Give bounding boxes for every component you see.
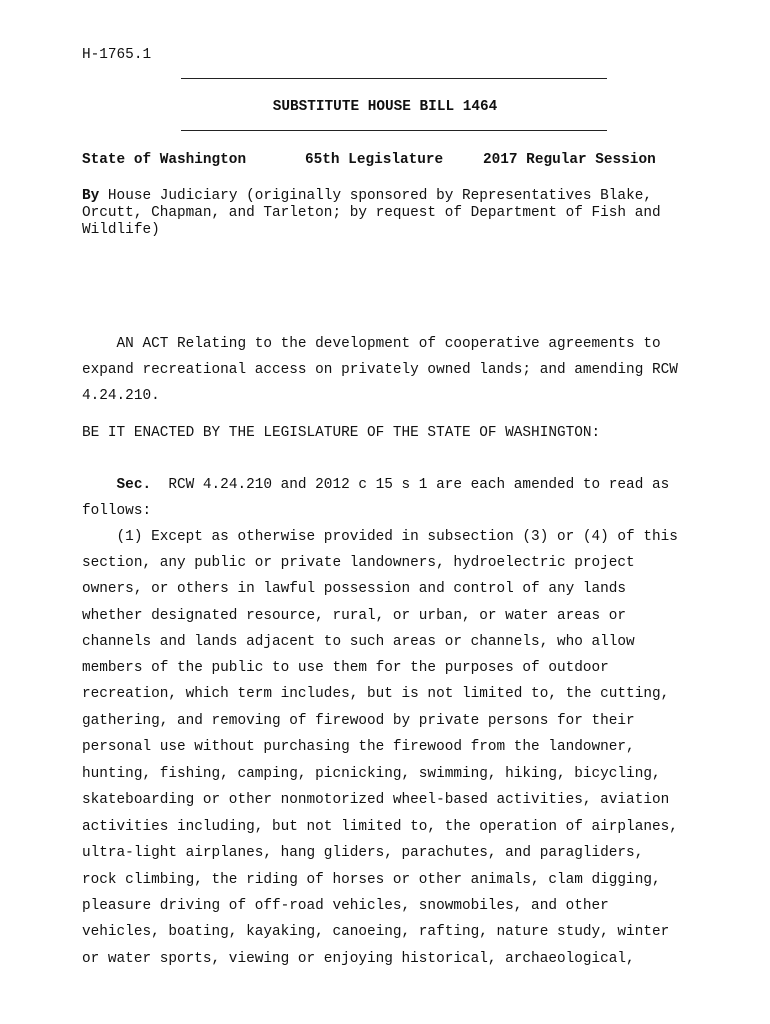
body-line: (1) Except as otherwise provided in subsection (3) or (4) of this (82, 529, 678, 545)
section-intro-line (82, 477, 669, 493)
document-id: H-1765.1 (82, 47, 152, 63)
body-line: or water sports, viewing or enjoying historical, archaeological, (82, 951, 635, 967)
body-line: whether designated resource, rural, or urban, or water areas or (82, 608, 627, 624)
sponsor-line-2: Orcutt, Chapman, and Tarleton; by request of Department of Fish and (82, 205, 661, 221)
sponsor-line-1 (82, 188, 652, 204)
body-line: activities including, but not limited to, the operation of airplanes, (82, 819, 678, 835)
section-label: Sec. (116, 477, 152, 493)
title-rule-bottom (181, 130, 607, 131)
state-label: State of Washington (82, 152, 247, 168)
sponsor-text-1: House Judiciary (originally sponsored by Representatives Blake, (99, 188, 652, 204)
body-line: gathering, and removing of firewood by private persons for their (82, 713, 635, 729)
sponsor-by-label: By (82, 188, 100, 204)
section-intro-text: RCW 4.24.210 and 2012 c 15 s 1 are each amended to read as (151, 477, 670, 493)
body-line: members of the public to use them for the purposes of outdoor (82, 660, 609, 676)
section-intro-cont: follows: (82, 503, 152, 519)
act-line-2: expand recreational access on privately owned lands; and amending RCW (82, 362, 678, 378)
body-line: vehicles, boating, kayaking, canoeing, rafting, nature study, winter (82, 924, 670, 940)
body-line: personal use without purchasing the firewood from the landowner, (82, 739, 635, 755)
bill-title: SUBSTITUTE HOUSE BILL 1464 (272, 99, 498, 115)
title-rule-top (181, 78, 607, 79)
body-line: ultra-light airplanes, hang gliders, parachutes, and paragliders, (82, 845, 644, 861)
sponsor-line-3: Wildlife) (82, 222, 160, 238)
body-line: skateboarding or other nonmotorized wheel-based activities, aviation (82, 792, 670, 808)
body-line: owners, or others in lawful possession and control of any lands (82, 581, 627, 597)
enacting-clause: BE IT ENACTED BY THE LEGISLATURE OF THE STATE OF WASHINGTON: (82, 425, 601, 441)
body-line: channels and lands adjacent to such areas or channels, who allow (82, 634, 635, 650)
legislature-label: 65th Legislature (305, 152, 444, 168)
session-label: 2017 Regular Session (483, 152, 656, 168)
body-line: pleasure driving of off-road vehicles, snowmobiles, and other (82, 898, 609, 914)
act-line-3: 4.24.210. (82, 388, 160, 404)
body-line: rock climbing, the riding of horses or other animals, clam digging, (82, 872, 661, 888)
body-line: section, any public or private landowners, hydroelectric project (82, 555, 635, 571)
body-line: hunting, fishing, camping, picnicking, swimming, hiking, bicycling, (82, 766, 661, 782)
body-line: recreation, which term includes, but is not limited to, the cutting, (82, 686, 670, 702)
act-line-1: AN ACT Relating to the development of cooperative agreements to (82, 336, 661, 352)
